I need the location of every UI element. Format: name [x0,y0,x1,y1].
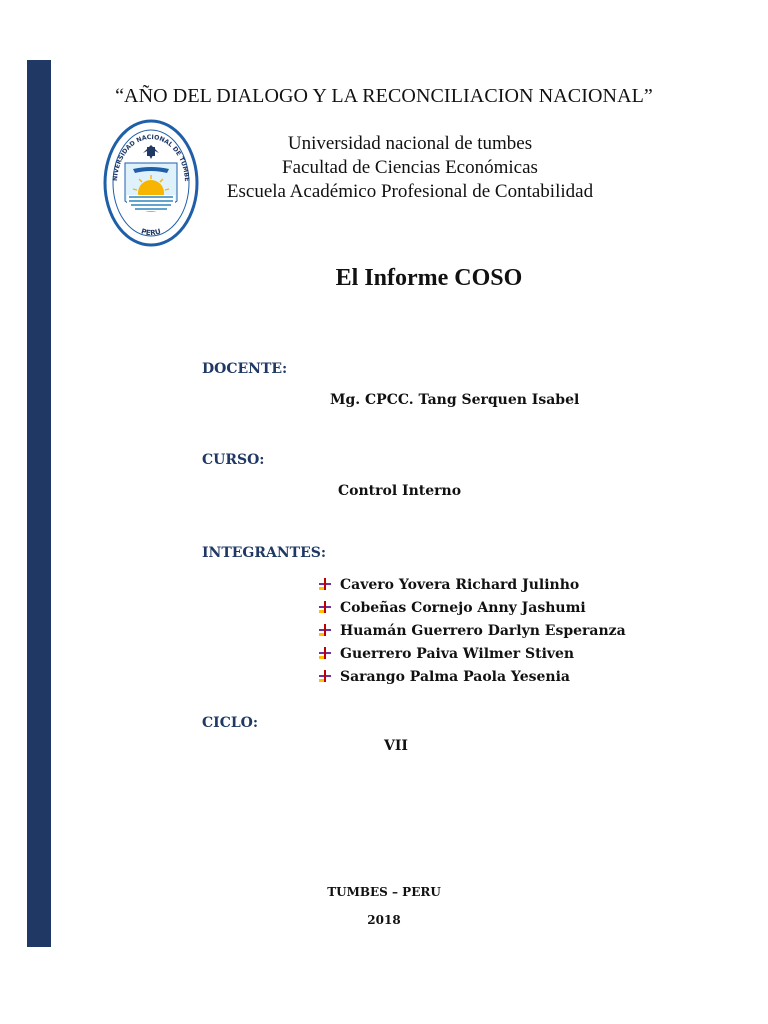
integrantes-label: INTEGRANTES: [202,545,327,561]
member-name: Guerrero Paiva Wilmer Stiven [340,646,575,662]
footer-place: TUMBES – PERU [327,885,441,899]
seal-top-text: NIVERSIDAD NACIONAL DE TUMBE [111,133,191,182]
faculty-name: Facultad de Ciencias Económicas [282,157,538,178]
member-item [318,669,570,685]
bullet-icon [318,577,332,591]
bullet-icon [318,669,332,683]
member-item [318,646,574,662]
side-bar-decoration [27,60,51,947]
document-title: El Informe COSO [335,265,523,291]
university-seal [103,117,199,249]
member-name: Cavero Yovera Richard Julinho [340,577,580,593]
bullet-icon [318,646,332,660]
curso-label: CURSO: [202,452,265,468]
docente-label: DOCENTE: [202,361,288,377]
school-name: Escuela Académico Profesional de Contabilidad [226,181,594,202]
seal-bottom-text: PERU [140,227,162,238]
member-name: Cobeñas Cornejo Anny Jashumi [340,600,586,616]
ciclo-label: CICLO: [202,715,259,731]
bullet-icon [318,600,332,614]
ciclo-value: VII [384,738,408,754]
member-name: Sarango Palma Paola Yesenia [340,669,570,685]
university-name: Universidad nacional de tumbes [287,133,533,154]
curso-value: Control Interno [338,483,462,499]
member-item [318,623,626,639]
slogan-heading: “AÑO DEL DIALOGO Y LA RECONCILIACION NACIONAL” [115,85,653,107]
member-item [318,600,586,616]
footer-year: 2018 [367,913,401,927]
member-item [318,577,579,593]
bullet-icon [318,623,332,637]
docente-value: Mg. CPCC. Tang Serquen Isabel [330,392,580,408]
member-name: Huamán Guerrero Darlyn Esperanza [340,623,626,639]
